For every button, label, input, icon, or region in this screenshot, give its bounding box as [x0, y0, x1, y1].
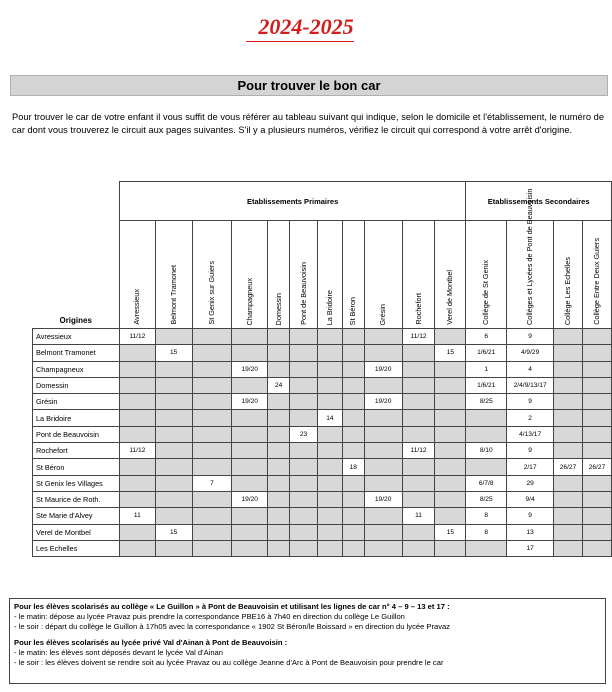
- valdainan-note-title: Pour les élèves scolarisés au lycée privé Val d'Ainan à Pont de Beauvoisin :: [14, 638, 288, 648]
- bus-number-cell: 8: [466, 524, 507, 540]
- origin-cell: Grésin: [33, 394, 120, 410]
- empty-cell: [435, 443, 466, 459]
- empty-cell: [268, 475, 290, 491]
- origin-cell: St Maurice de Roth.: [33, 491, 120, 507]
- empty-cell: [402, 394, 435, 410]
- column-header: [435, 221, 466, 329]
- empty-cell: [192, 459, 232, 475]
- table-row: [33, 426, 612, 442]
- column-header: [268, 221, 290, 329]
- empty-cell: [554, 443, 583, 459]
- origin-cell: Domessin: [33, 377, 120, 393]
- empty-cell: [554, 524, 583, 540]
- empty-cell: [554, 394, 583, 410]
- empty-cell: [402, 426, 435, 442]
- column-header: [155, 221, 192, 329]
- bus-number-cell: 2: [507, 410, 554, 426]
- empty-cell: [582, 345, 611, 361]
- bus-lookup-table: [32, 181, 612, 557]
- empty-cell: [554, 329, 583, 345]
- empty-cell: [119, 475, 155, 491]
- empty-cell: [232, 345, 268, 361]
- valdainan-note-morning: - le matin: les élèves sont déposés devant le lycée Val d'Ainan: [14, 648, 223, 658]
- table-row: [33, 443, 612, 459]
- bus-number-cell: 13: [507, 524, 554, 540]
- empty-cell: [435, 394, 466, 410]
- empty-cell: [119, 491, 155, 507]
- bus-number-cell: 15: [155, 524, 192, 540]
- bus-number-cell: 24: [268, 377, 290, 393]
- column-header-label: Domessin: [273, 292, 283, 325]
- empty-cell: [582, 540, 611, 556]
- empty-cell: [192, 394, 232, 410]
- empty-cell: [119, 524, 155, 540]
- bus-number-cell: 17: [507, 540, 554, 556]
- column-header: [466, 221, 507, 329]
- empty-cell: [290, 475, 318, 491]
- empty-cell: [342, 394, 364, 410]
- table-row: [33, 475, 612, 491]
- empty-cell: [317, 459, 342, 475]
- bus-number-cell: 11/12: [119, 443, 155, 459]
- empty-cell: [155, 443, 192, 459]
- table-row: [33, 345, 612, 361]
- empty-cell: [582, 508, 611, 524]
- empty-cell: [364, 426, 402, 442]
- empty-cell: [290, 345, 318, 361]
- empty-cell: [192, 443, 232, 459]
- empty-cell: [582, 475, 611, 491]
- empty-cell: [155, 491, 192, 507]
- empty-cell: [192, 410, 232, 426]
- column-header: [232, 221, 268, 329]
- empty-cell: [155, 377, 192, 393]
- empty-cell: [342, 540, 364, 556]
- empty-cell: [317, 540, 342, 556]
- empty-cell: [435, 361, 466, 377]
- bus-number-cell: 4/13/17: [507, 426, 554, 442]
- empty-cell: [582, 329, 611, 345]
- valdainan-note-evening: - le soir : les élèves doivent se rendre soit au lycée Pravaz ou au collège Jeanne d'Arc à Pont de Beauvoisin pour prendre le car: [14, 657, 444, 667]
- empty-cell: [268, 394, 290, 410]
- table-row: [33, 394, 612, 410]
- empty-cell: [402, 410, 435, 426]
- empty-cell: [155, 394, 192, 410]
- bus-number-cell: 19/20: [232, 361, 268, 377]
- empty-cell: [435, 459, 466, 475]
- empty-cell: [364, 540, 402, 556]
- empty-cell: [290, 329, 318, 345]
- empty-cell: [402, 361, 435, 377]
- empty-cell: [290, 443, 318, 459]
- empty-cell: [192, 361, 232, 377]
- bus-number-cell: 1/6/21: [466, 377, 507, 393]
- empty-cell: [155, 426, 192, 442]
- bus-number-cell: 9: [507, 508, 554, 524]
- empty-cell: [317, 329, 342, 345]
- empty-cell: [435, 475, 466, 491]
- bus-number-cell: 15: [435, 524, 466, 540]
- origin-cell: Rochefort: [33, 443, 120, 459]
- origin-cell: Champagneux: [33, 361, 120, 377]
- empty-cell: [317, 361, 342, 377]
- bus-number-cell: 11: [119, 508, 155, 524]
- empty-cell: [402, 345, 435, 361]
- empty-cell: [342, 410, 364, 426]
- column-header: [342, 221, 364, 329]
- empty-cell: [119, 410, 155, 426]
- group-header-primary: Etablissements Primaires: [119, 182, 465, 221]
- empty-cell: [268, 524, 290, 540]
- empty-cell: [554, 491, 583, 507]
- empty-cell: [402, 524, 435, 540]
- empty-cell: [342, 345, 364, 361]
- origins-header: Origines: [59, 316, 92, 325]
- empty-cell: [119, 345, 155, 361]
- bus-number-cell: 1/6/21: [466, 345, 507, 361]
- empty-cell: [192, 426, 232, 442]
- empty-cell: [435, 426, 466, 442]
- empty-cell: [268, 345, 290, 361]
- bus-number-cell: 6/7/8: [466, 475, 507, 491]
- empty-cell: [119, 394, 155, 410]
- empty-cell: [402, 377, 435, 393]
- bus-number-cell: 19/20: [232, 394, 268, 410]
- empty-cell: [119, 426, 155, 442]
- empty-cell: [342, 524, 364, 540]
- empty-cell: [232, 508, 268, 524]
- empty-cell: [232, 443, 268, 459]
- column-header-label: Pont de Beauvoisin: [298, 262, 308, 325]
- section-banner: Pour trouver le bon car: [10, 75, 608, 96]
- empty-cell: [364, 345, 402, 361]
- empty-cell: [342, 443, 364, 459]
- table-row: [33, 491, 612, 507]
- empty-cell: [155, 361, 192, 377]
- table-row: [33, 361, 612, 377]
- intro-paragraph: Pour trouver le car de votre enfant il vous suffit de vous référer au tableau suivant qui indique, selon le domicile et l'établissement, le numéro de car dont vous trouverez le circuit aux pages suivantes. S'il y a plusieurs numéros, vérifiez le circuit qui correspond à votre arrêt d'origine.: [12, 112, 604, 135]
- empty-cell: [582, 394, 611, 410]
- empty-cell: [582, 377, 611, 393]
- empty-cell: [119, 459, 155, 475]
- column-header: [192, 221, 232, 329]
- origin-cell: St Genix les Villages: [33, 475, 120, 491]
- bus-number-cell: 19/20: [364, 361, 402, 377]
- empty-cell: [582, 491, 611, 507]
- empty-cell: [554, 426, 583, 442]
- bus-number-cell: 9: [507, 394, 554, 410]
- empty-cell: [290, 491, 318, 507]
- table-row: [33, 377, 612, 393]
- empty-cell: [342, 475, 364, 491]
- empty-cell: [155, 475, 192, 491]
- empty-cell: [466, 459, 507, 475]
- table-row: [33, 459, 612, 475]
- empty-cell: [554, 345, 583, 361]
- empty-cell: [554, 410, 583, 426]
- empty-cell: [232, 524, 268, 540]
- bus-number-cell: 4: [507, 361, 554, 377]
- title-underline: [246, 41, 354, 42]
- empty-cell: [317, 377, 342, 393]
- empty-cell: [364, 377, 402, 393]
- empty-cell: [582, 443, 611, 459]
- column-header-label: La Bridoire: [324, 289, 334, 325]
- notes-box: [9, 598, 606, 684]
- empty-cell: [342, 508, 364, 524]
- empty-cell: [364, 475, 402, 491]
- corner-blank: [33, 182, 120, 221]
- bus-number-cell: 8/25: [466, 394, 507, 410]
- bus-number-cell: 19/20: [364, 394, 402, 410]
- bus-number-cell: 11/12: [402, 443, 435, 459]
- guillon-note-evening: - le soir : départ du collège le Guillon à 17h05 avec la correspondance « 1902 St Béron/le Boissard » en direction du lycée Pravaz: [14, 621, 451, 631]
- empty-cell: [317, 426, 342, 442]
- empty-cell: [342, 426, 364, 442]
- empty-cell: [582, 524, 611, 540]
- bus-number-cell: 18: [342, 459, 364, 475]
- empty-cell: [435, 540, 466, 556]
- bus-number-cell: 11/12: [119, 329, 155, 345]
- empty-cell: [268, 410, 290, 426]
- empty-cell: [268, 540, 290, 556]
- column-header: [119, 221, 155, 329]
- school-year-title: 2024-2025: [258, 14, 354, 39]
- empty-cell: [232, 426, 268, 442]
- empty-cell: [290, 508, 318, 524]
- column-header-label: St Béron: [348, 296, 358, 325]
- empty-cell: [364, 410, 402, 426]
- empty-cell: [554, 475, 583, 491]
- empty-cell: [582, 361, 611, 377]
- empty-cell: [364, 524, 402, 540]
- empty-cell: [435, 377, 466, 393]
- empty-cell: [554, 361, 583, 377]
- origin-cell: Avressieux: [33, 329, 120, 345]
- empty-cell: [290, 524, 318, 540]
- empty-cell: [192, 540, 232, 556]
- empty-cell: [232, 459, 268, 475]
- empty-cell: [119, 377, 155, 393]
- empty-cell: [290, 540, 318, 556]
- origin-cell: La Bridoire: [33, 410, 120, 426]
- empty-cell: [232, 410, 268, 426]
- column-header: [364, 221, 402, 329]
- column-header-label: Avressieux: [132, 289, 142, 325]
- empty-cell: [268, 361, 290, 377]
- bus-number-cell: 26/27: [554, 459, 583, 475]
- empty-cell: [268, 491, 290, 507]
- empty-cell: [290, 459, 318, 475]
- bus-number-cell: 15: [155, 345, 192, 361]
- empty-cell: [290, 377, 318, 393]
- guillon-note-morning: - le matin: dépose au lycée Pravaz puis prendre la correspondance PBE16 à 7h40 en direction du collège Le Guillon: [14, 611, 405, 621]
- empty-cell: [554, 377, 583, 393]
- empty-cell: [402, 491, 435, 507]
- bus-number-cell: 9: [507, 329, 554, 345]
- empty-cell: [268, 443, 290, 459]
- column-header: [507, 188, 554, 329]
- empty-cell: [155, 540, 192, 556]
- empty-cell: [466, 540, 507, 556]
- bus-number-cell: 29: [507, 475, 554, 491]
- bus-number-cell: 8/25: [466, 491, 507, 507]
- bus-number-cell: 26/27: [582, 459, 611, 475]
- bus-number-cell: 1: [466, 361, 507, 377]
- empty-cell: [364, 443, 402, 459]
- empty-cell: [342, 329, 364, 345]
- column-header-label: Collège de St Genix: [481, 260, 491, 325]
- empty-cell: [290, 394, 318, 410]
- origin-cell: Ste Marie d'Alvey: [33, 508, 120, 524]
- empty-cell: [466, 426, 507, 442]
- empty-cell: [192, 491, 232, 507]
- bus-number-cell: 7: [192, 475, 232, 491]
- empty-cell: [268, 426, 290, 442]
- empty-cell: [364, 459, 402, 475]
- origin-cell: St Béron: [33, 459, 120, 475]
- empty-cell: [290, 361, 318, 377]
- bus-number-cell: 11/12: [402, 329, 435, 345]
- origin-cell: Belmont Tramonet: [33, 345, 120, 361]
- empty-cell: [155, 459, 192, 475]
- bus-number-cell: 15: [435, 345, 466, 361]
- empty-cell: [317, 345, 342, 361]
- bus-number-cell: 2/4/9/13/17: [507, 377, 554, 393]
- bus-number-cell: 8: [466, 508, 507, 524]
- bus-number-cell: 19/20: [364, 491, 402, 507]
- empty-cell: [317, 524, 342, 540]
- column-header-label: Grésin: [378, 303, 388, 325]
- group-header-secondary: Etablissements Secondaires: [466, 182, 612, 221]
- column-header: [317, 221, 342, 329]
- empty-cell: [268, 329, 290, 345]
- origin-cell: Verel de Montbel: [33, 524, 120, 540]
- bus-number-cell: 9: [507, 443, 554, 459]
- bus-number-cell: 6: [466, 329, 507, 345]
- empty-cell: [155, 508, 192, 524]
- empty-cell: [364, 329, 402, 345]
- empty-cell: [402, 459, 435, 475]
- column-header-label: Belmont Tramonet: [168, 265, 178, 325]
- empty-cell: [317, 508, 342, 524]
- column-header-label: Verel de Montbel: [445, 270, 455, 325]
- empty-cell: [192, 524, 232, 540]
- empty-cell: [317, 443, 342, 459]
- empty-cell: [466, 410, 507, 426]
- column-header: [554, 221, 583, 329]
- empty-cell: [435, 508, 466, 524]
- empty-cell: [232, 475, 268, 491]
- empty-cell: [402, 540, 435, 556]
- guillon-note-title: Pour les élèves scolarisés au collège « Le Guillon » à Pont de Beauvoisin et utilisant les lignes de car n° 4 – 9 – 13 et 17 :: [14, 602, 450, 611]
- column-header: [290, 221, 318, 329]
- empty-cell: [582, 410, 611, 426]
- empty-cell: [317, 475, 342, 491]
- empty-cell: [290, 410, 318, 426]
- empty-cell: [268, 508, 290, 524]
- empty-cell: [435, 329, 466, 345]
- bus-number-cell: 19/20: [232, 491, 268, 507]
- bus-number-cell: 4/9/29: [507, 345, 554, 361]
- origin-cell: Pont de Beauvoisin: [33, 426, 120, 442]
- empty-cell: [554, 508, 583, 524]
- empty-cell: [317, 394, 342, 410]
- table-row: [33, 508, 612, 524]
- empty-cell: [192, 329, 232, 345]
- empty-cell: [342, 361, 364, 377]
- bus-number-cell: 23: [290, 426, 318, 442]
- empty-cell: [119, 540, 155, 556]
- empty-cell: [232, 377, 268, 393]
- column-header-label: Champagneux: [244, 277, 254, 325]
- column-header-label: Collège Entre Deux Guiers: [591, 238, 601, 325]
- empty-cell: [155, 329, 192, 345]
- empty-cell: [435, 491, 466, 507]
- bus-number-cell: 14: [317, 410, 342, 426]
- bus-number-cell: 8/10: [466, 443, 507, 459]
- column-header-label: Collèges et Lycées de Pont de Beauvoisin: [525, 188, 535, 325]
- empty-cell: [192, 377, 232, 393]
- table-row: [33, 410, 612, 426]
- column-header: [402, 221, 435, 329]
- origin-cell: Les Echelles: [33, 540, 120, 556]
- column-header-label: Rochefort: [413, 293, 423, 325]
- empty-cell: [268, 459, 290, 475]
- empty-cell: [554, 540, 583, 556]
- empty-cell: [402, 475, 435, 491]
- empty-cell: [342, 377, 364, 393]
- empty-cell: [582, 426, 611, 442]
- empty-cell: [364, 508, 402, 524]
- bus-number-cell: 2/17: [507, 459, 554, 475]
- table-row: [33, 540, 612, 556]
- bus-number-cell: 9/4: [507, 491, 554, 507]
- empty-cell: [155, 410, 192, 426]
- empty-cell: [119, 361, 155, 377]
- empty-cell: [342, 491, 364, 507]
- table-row: [33, 329, 612, 345]
- column-header: [582, 221, 611, 329]
- table-row: [33, 524, 612, 540]
- empty-cell: [435, 410, 466, 426]
- bus-number-cell: 11: [402, 508, 435, 524]
- empty-cell: [317, 491, 342, 507]
- empty-cell: [192, 508, 232, 524]
- empty-cell: [232, 540, 268, 556]
- empty-cell: [192, 345, 232, 361]
- column-header-label: St Genix sur Guiers: [206, 261, 216, 325]
- column-header-label: Collège Les Echelles: [563, 256, 573, 325]
- empty-cell: [232, 329, 268, 345]
